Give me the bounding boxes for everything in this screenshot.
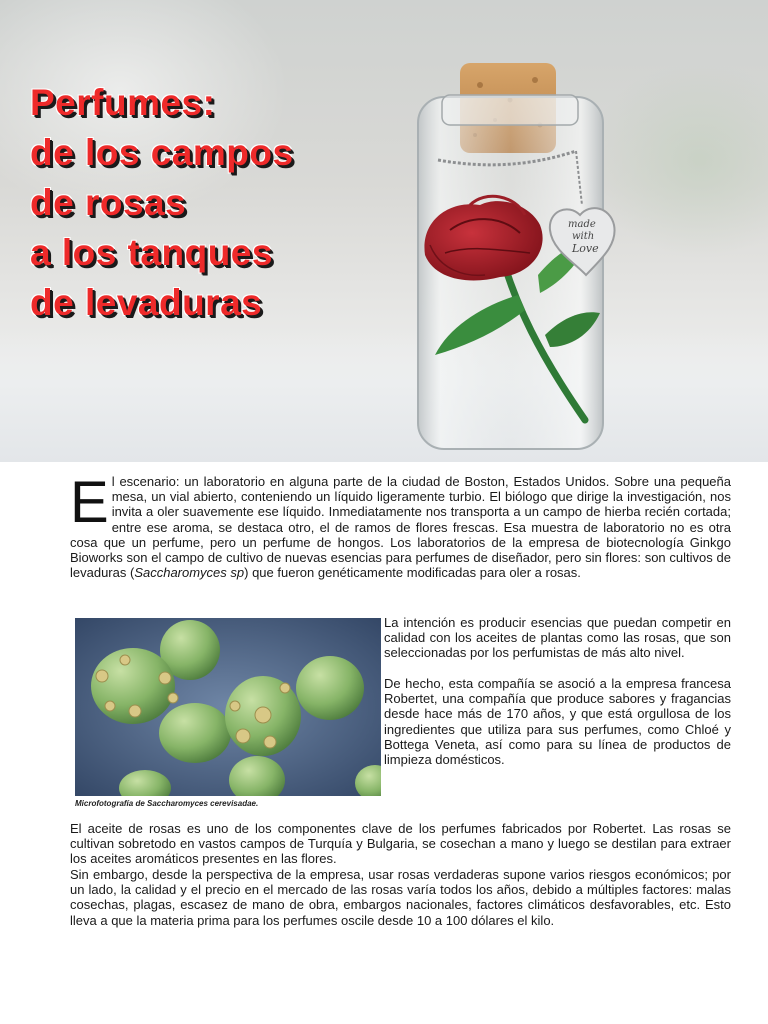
photo-caption: Microfotografía de Saccharomyces cerevisadae. <box>75 799 259 808</box>
heart-tag-text-1: made <box>568 219 596 230</box>
intro-text-end: ) que fueron genéticamente modificadas para oler a rosas. <box>244 565 581 581</box>
paragraph-3: El aceite de rosas es uno de los componentes clave de los perfumes fabricados por Robertet. Las rosas se cultivan sobretodo en vastos campos de Turquía y Bulgaria, se cosechan a mano y luego se destilan para extraer los aceites aromáticos presentes en las flores. <box>70 821 731 867</box>
hero-image <box>0 0 768 462</box>
title-line: Perfumes: <box>30 82 216 123</box>
side-paragraph-1: La intención es producir esencias que puedan competir en calidad con los aceites de plantas como las rosas, que son seleccionadas por los perfumistas de más alto nivel. <box>384 615 731 661</box>
paragraph-4: Sin embargo, desde la perspectiva de la empresa, usar rosas verdaderas supone varios riesgos económicos; por un lado, la calidad y el precio en el mercado de las rosas varía todos los años, debido a múltiples factores: malas cosechas, plagas, escasez de mano de obra, embargos nacionales, factores climáticos desfavorables, etc. Esto lleva a que la materia prima para los perfumes oscile desde 10 a 100 dólares el kilo. <box>70 867 731 928</box>
title-line: de levaduras <box>30 282 263 323</box>
title-line: de rosas <box>30 182 187 223</box>
species-name: Saccharomyces sp <box>134 565 245 581</box>
drop-cap: E <box>70 470 109 535</box>
intro-text: l escenario: un laboratorio en alguna parte de la ciudad de Boston, Estados Unidos. Sobre una pequeña mesa, un vial abierto, conteniendo un líquido ligeramente turbio. El biólogo que dirige la investigación, nos invita a oler suavemente ese líquido. Inmediatamente nos transporta a un campo de hierba recién cortada; entre ese aroma, se destaca otro, el de ramos de flores frescas. Esa muestra de laboratorio no es otra cosa que un perfume, pero un perfume de hongos. Los laboratorios de la empresa de biotecnología Ginkgo Bioworks son el campo de cultivo de nuevas esencias para perfumes de diseñador, pero sin flores: son cultivos de levaduras ( <box>70 474 731 581</box>
side-paragraph-2: De hecho, esta compañía se asoció a la empresa francesa Robertet, una compañía que produce sabores y fragancias desde hace más de 170 años, y que está orgullosa de los ingredientes que utiliza para sus perfumes, como Chloé y Bottega Veneta, así como para su línea de productos de limpieza domésticos. <box>384 676 731 768</box>
title-line: a los tanques <box>30 232 273 273</box>
heart-tag-text-2: with <box>572 231 595 242</box>
hero-table-surface <box>0 330 768 462</box>
title-line: de los campos <box>30 132 294 173</box>
rose-in-jar-illustration <box>390 55 630 460</box>
intro-paragraph <box>70 470 731 581</box>
yeast-micrograph <box>75 618 381 796</box>
article-title <box>30 78 294 328</box>
heart-tag-text-3: Love <box>572 242 599 255</box>
